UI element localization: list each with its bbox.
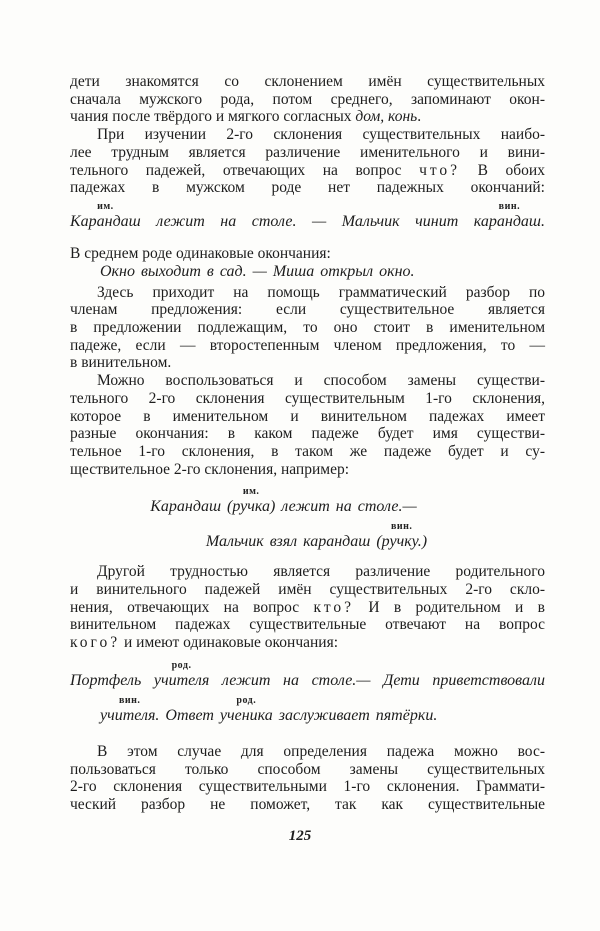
text-segment: лежит на столе. — Мальчик чинит (140, 212, 474, 230)
text-line: винительном падежах существительные отвечают на вопрос (70, 616, 545, 634)
text-column (70, 73, 545, 814)
annotated-word (376, 521, 428, 551)
example-line (70, 521, 545, 551)
paragraph-5 (70, 372, 545, 478)
case-label-genitive: род. (236, 694, 257, 706)
paragraph-1 (70, 73, 545, 126)
text-segment: Карандаш (150, 498, 228, 516)
example-sentence-2 (70, 486, 545, 551)
text-segment: тельного падежей, отвечающих на вопрос (70, 161, 420, 179)
text-segment: нения, отвечающих на вопрос (70, 598, 314, 616)
annotated-word (153, 659, 210, 690)
example-word: карандаш. (473, 212, 545, 230)
example-word: (ручка) (227, 498, 276, 516)
text-line: в предложении подлежащим, то оно стоит в именительном (70, 319, 545, 337)
text-line (70, 599, 545, 617)
annotated-word (219, 694, 273, 725)
text-line (70, 634, 545, 652)
text-line: В этом случае для определения падежа можно вос- (97, 742, 545, 760)
text-line: дети знакомятся со склонением имён существительных (70, 73, 545, 90)
case-label-nominative: им. (242, 486, 260, 498)
annotated-word (227, 486, 276, 516)
text-line: ществительное 2-го склонения, например: (70, 460, 350, 478)
text-line: и винительного падежей имён существительных 2-го скло- (70, 581, 545, 599)
paragraph-2 (70, 126, 545, 197)
example-line (70, 659, 545, 690)
text-segment: заслуживает пятёрки. (272, 706, 438, 724)
inline-italic-term: дом, конь (355, 108, 418, 126)
example-word: учителя. (100, 706, 160, 724)
case-label-accusative: вин. (498, 200, 521, 212)
text-segment: В обоих (460, 161, 545, 179)
example-line: Окно выходит в сад. — Миша открыл окно. (100, 262, 415, 280)
text-segment: лежит на столе.— Дети приветствовали (209, 671, 545, 689)
spaced-question-word: что? (419, 161, 461, 179)
example-line (70, 486, 545, 516)
paragraph-7 (70, 743, 545, 814)
text-line (70, 162, 545, 180)
text-line: Другой трудностью является различение родительного (97, 563, 545, 581)
text-line: лее трудным является различение именительного и вини- (70, 143, 545, 161)
text-line: падежах в мужском роде нет падежных окончаний: (70, 179, 545, 197)
example-sentence-3 (70, 659, 545, 725)
example-word: ученика (219, 706, 273, 724)
text-line: В среднем роде одинаковые окончания: (70, 244, 331, 262)
text-line: в винительном. (70, 354, 172, 372)
text-line: которое в именительном и винительном падежах имеет (70, 407, 545, 425)
paragraph-6 (70, 563, 545, 652)
text-segment: Портфель (70, 671, 154, 689)
example-line (70, 200, 545, 231)
text-segment: Ответ (159, 706, 220, 724)
text-segment: чания после твёрдого и мягкого согласных (70, 108, 356, 126)
text-line: тельное 1-го склонения, в таком же падеже будет и су- (70, 442, 545, 460)
text-line: Можно воспользоваться и способом замены существи- (97, 372, 545, 390)
example-word: Карандаш (70, 212, 141, 230)
text-line: 2-го склонения существительными 1-го склонения. Граммати- (70, 778, 545, 796)
example-sentence-1 (70, 200, 545, 231)
text-line: членам предложения: если существительное является (70, 301, 545, 319)
text-line: падеже, если — второстепенным членом предложения, то — (70, 336, 545, 354)
text-line: При изучении 2-го склонения существительных наибо- (97, 126, 545, 144)
paragraph-3 (70, 245, 545, 281)
spaced-question-word: кто? (313, 598, 355, 616)
text-line: сначала мужского рода, потом среднего, запоминают окон- (70, 90, 545, 108)
annotated-word (100, 694, 160, 725)
example-line (100, 694, 545, 725)
spaced-question-word: кого? (70, 634, 121, 652)
text-line: разные окончания: в каком падеже будет имя существи- (70, 425, 545, 443)
annotated-word (473, 200, 545, 231)
text-line: ческий разбор не поможет, так как существительные (70, 795, 545, 813)
example-word: учителя (153, 671, 210, 689)
text-segment: Мальчик взял карандаш (205, 533, 377, 551)
page-number: 125 (288, 828, 312, 844)
annotated-word (70, 200, 141, 231)
example-word: (ручку.) (376, 533, 428, 551)
case-label-genitive: род. (171, 659, 192, 671)
text-segment: лежит на столе.— (275, 498, 417, 516)
text-segment: и имеют одинаковые окончания: (120, 634, 339, 652)
text-line: тельного 2-го склонения существительным 1-го склонения, (70, 389, 545, 407)
text-segment: . (417, 108, 422, 126)
text-line (70, 108, 545, 126)
text-segment: И в родительном и в (354, 598, 545, 616)
case-label-accusative: вин. (118, 694, 141, 706)
case-label-accusative: вин. (391, 521, 413, 533)
text-line: пользоваться только способом замены существительных (70, 760, 545, 778)
case-label-nominative: им. (97, 200, 114, 212)
paragraph-4 (70, 284, 545, 373)
text-line: Здесь приходит на помощь грамматический разбор по (97, 283, 545, 301)
